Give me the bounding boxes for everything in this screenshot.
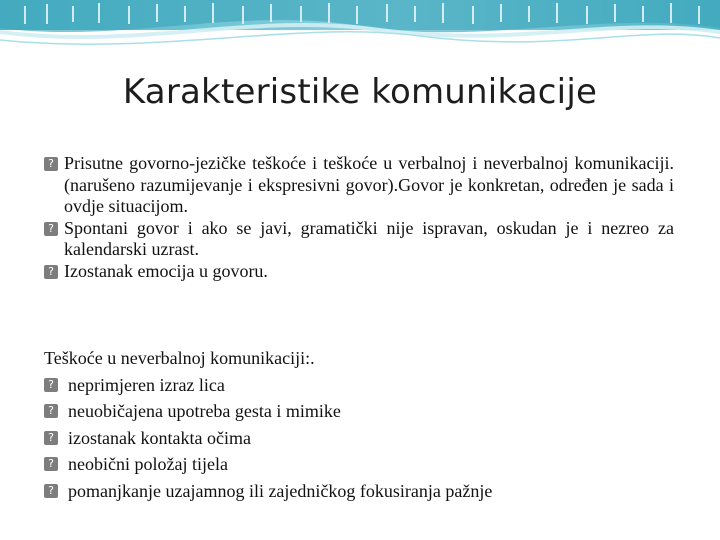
list-item <box>44 153 674 218</box>
list-item-text: Prisutne govorno-jezičke teškoće i teškoće u verbalnoj i neverbalnoj komunikaciji. (narušeno razumijevanje i ekspresivni govor).Govor je konkretan, određen je sada i ovdje situacijom. <box>64 153 674 216</box>
list-item-text: pomanjkanje uzajamnog ili zajedničkog fokusiranja pažnje <box>68 480 493 501</box>
characteristics-list <box>44 153 674 282</box>
list-item-text: neuobičajena upotreba gesta i mimike <box>68 401 341 421</box>
list-item-text: neobični položaj tijela <box>68 454 228 474</box>
list-item <box>44 398 674 425</box>
list-item <box>44 218 674 261</box>
list-item-text: izostanak kontakta očima <box>68 427 251 448</box>
list-item <box>44 261 674 283</box>
slide-title: Karakteristike komunikacije <box>122 72 598 112</box>
list-item <box>44 372 674 399</box>
list-item <box>44 451 674 478</box>
bullet-icon: ? <box>44 404 58 418</box>
list-item-text: Izostanak emocija u govoru. <box>64 260 268 281</box>
bullet-icon: ? <box>44 378 58 392</box>
list-item-text: neprimjeren izraz lica <box>68 374 225 395</box>
list-item-text: Spontani govor i ako se javi, gramatički nije ispravan, oskudan je i nezreo za kalendarski uzrast. <box>64 217 674 259</box>
list-item <box>44 425 674 452</box>
bullet-icon: ? <box>44 484 58 498</box>
decorative-header-band <box>0 0 720 50</box>
bullet-icon: ? <box>44 431 58 445</box>
bullet-icon: ? <box>44 222 58 236</box>
nonverbal-difficulties-list <box>44 345 674 504</box>
bullet-icon: ? <box>44 265 58 279</box>
bullet-icon: ? <box>44 157 58 171</box>
bullet-icon: ? <box>44 457 58 471</box>
list-item <box>44 478 674 505</box>
section-heading: Teškoće u neverbalnoj komunikaciji:. <box>44 348 315 368</box>
